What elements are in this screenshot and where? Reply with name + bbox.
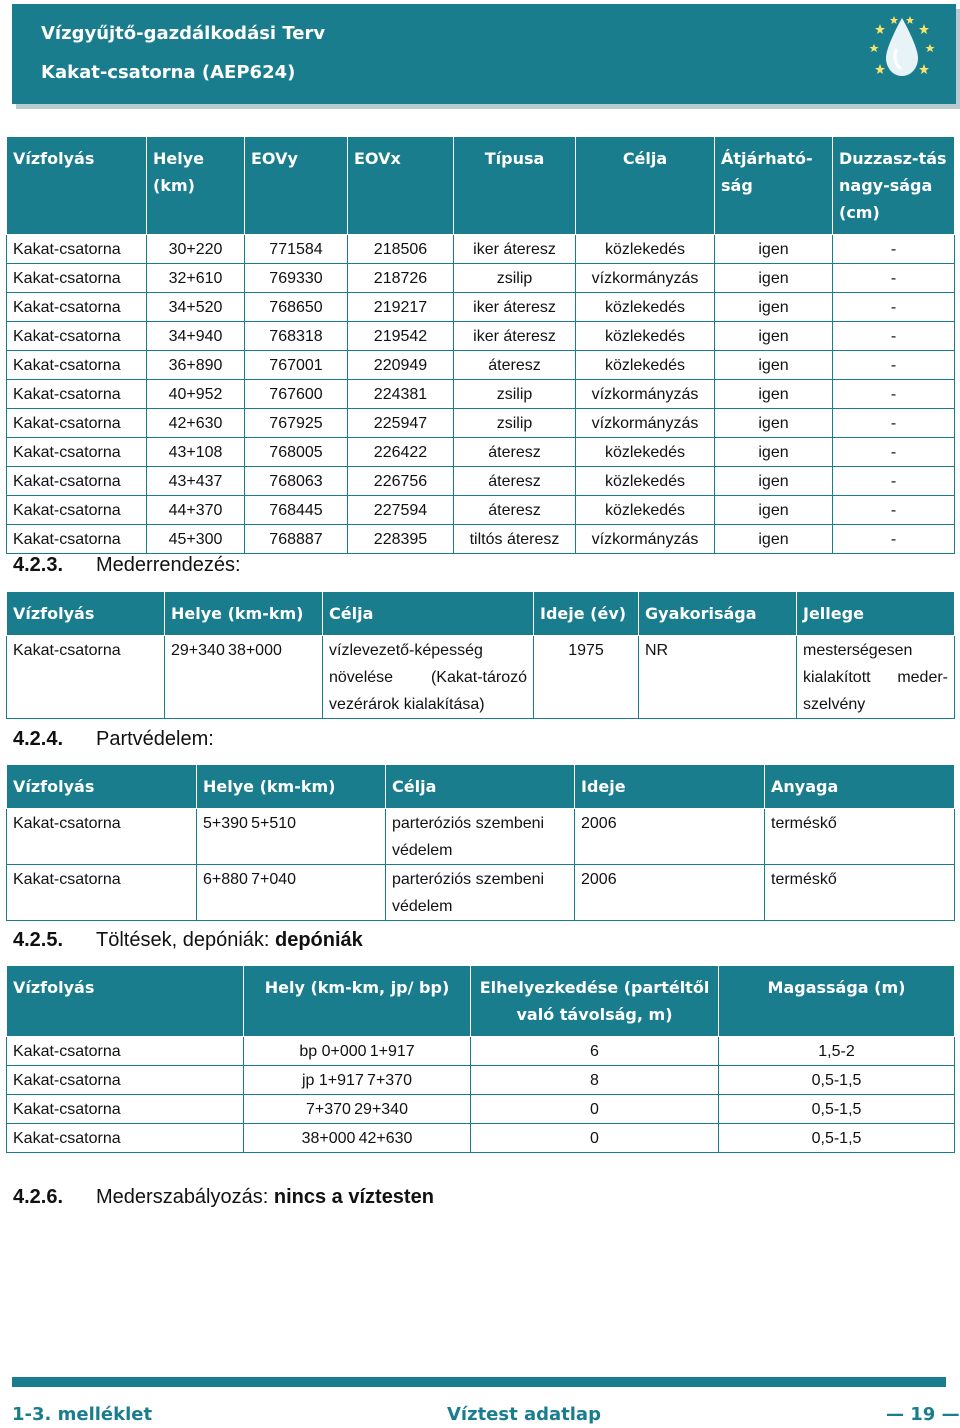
cell: 219217 [348,293,454,322]
cell: 6 [471,1037,719,1066]
cell: 768445 [245,496,348,525]
table-row [7,438,955,467]
cell: Kakat-csatorna [7,1095,244,1124]
cell: 218726 [348,264,454,293]
section-value: nincs a víztesten [273,1186,434,1208]
cell: Kakat-csatorna [7,496,147,525]
col-header: Vízfolyás [7,592,165,636]
cell: igen [715,322,833,351]
col-header: Vízfolyás [7,966,244,1037]
cell: 0,5-1,5 [719,1095,955,1124]
col-header: Helye (km-km) [197,765,386,809]
cell: közlekedés [576,438,715,467]
cell: 1975 [534,636,639,719]
cell: igen [715,264,833,293]
col-header: Típusa [454,137,576,235]
cell: igen [715,235,833,264]
col-header: Gyakorisága [639,592,797,636]
cell: 8 [471,1066,719,1095]
cell: Kakat-csatorna [7,1066,244,1095]
section-heading-partvedelem [13,728,214,751]
cell: áteresz [454,496,576,525]
cell: - [833,525,955,554]
cell: 768318 [245,322,348,351]
table-row [7,1037,955,1066]
cell: 767600 [245,380,348,409]
cell: Kakat-csatorna [7,409,147,438]
cell: igen [715,496,833,525]
cell: Kakat-csatorna [7,380,147,409]
cell: 45+300 [147,525,245,554]
cell: 218506 [348,235,454,264]
cell: 6+880 7+040 [197,865,386,921]
cell: 1,5-2 [719,1037,955,1066]
cell: iker áteresz [454,293,576,322]
cell: 30+220 [147,235,245,264]
col-header: Helye (km) [147,137,245,235]
cell: közlekedés [576,293,715,322]
header-title: Vízgyűjtő-gazdálkodási Terv [41,23,326,44]
col-header: Átjárható-ság [715,137,833,235]
cell: vízkormányzás [576,525,715,554]
table-row [7,1095,955,1124]
cell: 768063 [245,467,348,496]
cell: mesterségesen kialakított meder-szelvény [797,636,955,719]
table-row [7,409,955,438]
cell: Kakat-csatorna [7,293,147,322]
section-title: Mederrendezés: [96,554,241,576]
cell: Kakat-csatorna [7,809,197,865]
section-title: Mederszabályozás: [96,1186,269,1208]
footer-title: Víztest adatlap [447,1404,601,1425]
cell: 225947 [348,409,454,438]
cell: Kakat-csatorna [7,1037,244,1066]
footer-divider [12,1377,946,1387]
cell: Kakat-csatorna [7,264,147,293]
cell: 34+940 [147,322,245,351]
structures-table [6,136,955,554]
cell: 224381 [348,380,454,409]
cell: zsilip [454,264,576,293]
section-title: Töltések, depóniák: [96,929,270,951]
cell: igen [715,525,833,554]
table-row [7,525,955,554]
footer-annex: 1-3. melléklet [12,1404,153,1425]
deponiak-table [6,965,955,1153]
cell: 0 [471,1095,719,1124]
table-row [7,293,955,322]
header-subtitle: Kakat-csatorna (AEP624) [41,62,296,83]
section-number: 4.2.4. [13,728,64,750]
table-row [7,865,955,921]
cell: igen [715,409,833,438]
cell: igen [715,293,833,322]
table-header-row [7,592,955,636]
cell: 227594 [348,496,454,525]
cell: jp 1+917 7+370 [244,1066,471,1095]
section-title: Partvédelem: [96,728,214,750]
cell: 226422 [348,438,454,467]
cell: 2006 [575,809,765,865]
section-number: 4.2.6. [13,1186,64,1208]
cell: 43+108 [147,438,245,467]
cell: Kakat-csatorna [7,235,147,264]
cell: parteróziós szembeni védelem [386,809,575,865]
cell: 7+370 29+340 [244,1095,471,1124]
col-header: Célja [323,592,534,636]
cell: 0 [471,1124,719,1153]
cell: Kakat-csatorna [7,1124,244,1153]
cell: 219542 [348,322,454,351]
cell: közlekedés [576,235,715,264]
cell: vízkormányzás [576,409,715,438]
col-header: Hely (km-km, jp/ bp) [244,966,471,1037]
cell: vízkormányzás [576,380,715,409]
cell: vízlevezető-képesség növelése (Kakat-tározó vezérárok kialakítása) [323,636,534,719]
cell: Kakat-csatorna [7,467,147,496]
cell: tiltós áteresz [454,525,576,554]
table-header-row [7,966,955,1037]
cell: Kakat-csatorna [7,636,165,719]
cell: Kakat-csatorna [7,351,147,380]
cell: 768005 [245,438,348,467]
table-row [7,809,955,865]
cell: - [833,351,955,380]
cell: - [833,293,955,322]
cell: terméskő [765,809,955,865]
col-header: Helye (km-km) [165,592,323,636]
section-number: 4.2.3. [13,554,64,576]
section-heading-toltesek [13,929,363,952]
col-header: Célja [576,137,715,235]
section-number: 4.2.5. [13,929,64,951]
eu-water-drop-logo-icon [864,10,940,86]
cell: 768650 [245,293,348,322]
cell: 42+630 [147,409,245,438]
cell: 226756 [348,467,454,496]
cell: 220949 [348,351,454,380]
cell: közlekedés [576,467,715,496]
cell: 2006 [575,865,765,921]
cell: - [833,235,955,264]
col-header: Duzzasz-tás nagy-sága (cm) [833,137,955,235]
cell: 44+370 [147,496,245,525]
mederrendezes-table [6,591,955,719]
cell: 228395 [348,525,454,554]
cell: iker áteresz [454,235,576,264]
cell: Kakat-csatorna [7,322,147,351]
table-row [7,1124,955,1153]
cell: igen [715,467,833,496]
cell: 771584 [245,235,348,264]
cell: 40+952 [147,380,245,409]
col-header: Elhelyezkedése (partéltől való távolság, m) [471,966,719,1037]
cell: igen [715,351,833,380]
page-header [12,4,956,104]
cell: igen [715,380,833,409]
table-row [7,264,955,293]
cell: - [833,438,955,467]
cell: 769330 [245,264,348,293]
cell: 29+340 38+000 [165,636,323,719]
cell: 0,5-1,5 [719,1124,955,1153]
cell: áteresz [454,467,576,496]
cell: 34+520 [147,293,245,322]
col-header: Célja [386,765,575,809]
cell: zsilip [454,409,576,438]
cell: iker áteresz [454,322,576,351]
page-number: — 19 — [886,1404,960,1425]
cell: 32+610 [147,264,245,293]
cell: igen [715,438,833,467]
col-header: Anyaga [765,765,955,809]
cell: közlekedés [576,322,715,351]
cell: áteresz [454,351,576,380]
cell: 767001 [245,351,348,380]
cell: bp 0+000 1+917 [244,1037,471,1066]
col-header: EOVx [348,137,454,235]
cell: 767925 [245,409,348,438]
cell: vízkormányzás [576,264,715,293]
cell: 0,5-1,5 [719,1066,955,1095]
cell: parteróziós szembeni védelem [386,865,575,921]
cell: Kakat-csatorna [7,865,197,921]
cell: zsilip [454,380,576,409]
table-row [7,351,955,380]
table-row [7,496,955,525]
cell: - [833,496,955,525]
col-header: Vízfolyás [7,137,147,235]
cell: - [833,467,955,496]
partvedelem-table [6,764,955,921]
cell: Kakat-csatorna [7,438,147,467]
cell: - [833,409,955,438]
cell: Kakat-csatorna [7,525,147,554]
col-header: Ideje (év) [534,592,639,636]
section-heading-mederszabalyozas [13,1186,434,1209]
section-value: depóniák [275,929,363,951]
cell: 768887 [245,525,348,554]
table-row [7,235,955,264]
cell: közlekedés [576,496,715,525]
col-header: Magassága (m) [719,966,955,1037]
table-row [7,1066,955,1095]
section-heading-mederrendezes [13,554,241,577]
cell: NR [639,636,797,719]
col-header: Ideje [575,765,765,809]
table-header-row [7,765,955,809]
col-header: EOVy [245,137,348,235]
cell: áteresz [454,438,576,467]
table-row [7,380,955,409]
cell: közlekedés [576,351,715,380]
table-row [7,636,955,719]
table-row [7,322,955,351]
cell: 36+890 [147,351,245,380]
table-row [7,467,955,496]
col-header: Vízfolyás [7,765,197,809]
cell: - [833,264,955,293]
cell: terméskő [765,865,955,921]
cell: 38+000 42+630 [244,1124,471,1153]
cell: - [833,322,955,351]
cell: 5+390 5+510 [197,809,386,865]
cell: 43+437 [147,467,245,496]
table-header-row [7,137,955,235]
cell: - [833,380,955,409]
col-header: Jellege [797,592,955,636]
